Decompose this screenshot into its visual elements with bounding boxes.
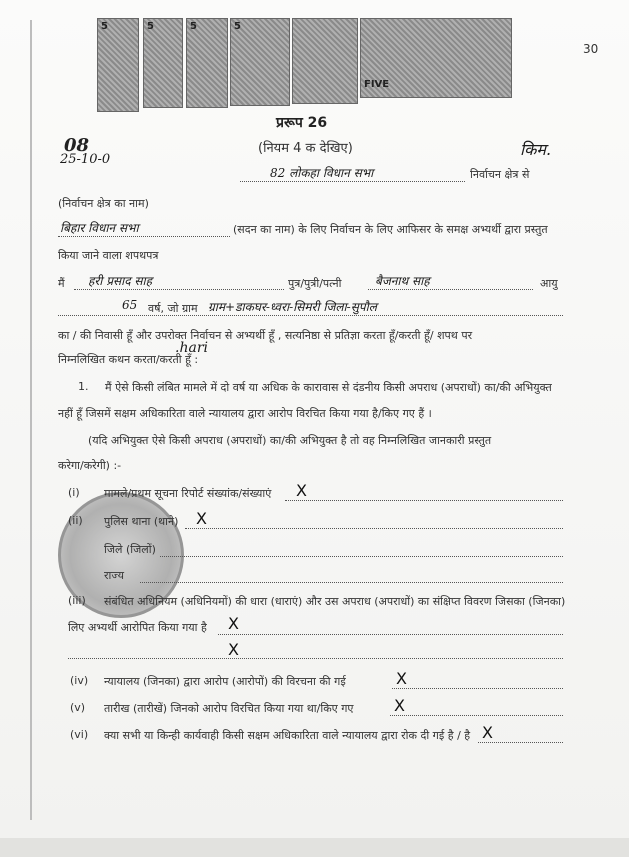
stamp-3: 5	[186, 18, 228, 108]
item-v-value: X	[394, 696, 405, 715]
para1-number: 1.	[78, 380, 89, 393]
item-i-text: मामले/प्रथम सूचना रिपोर्ट संख्यांक/संख्याएं	[104, 487, 272, 500]
age-label: आयु	[540, 277, 558, 290]
stamp-4: 5	[230, 18, 290, 106]
address-value: ग्राम+डाकघर-ध्वरा-सिमरी जिला-सुपौल	[208, 300, 377, 314]
item-iii-underline-2	[68, 658, 563, 659]
item-vi-value: X	[482, 723, 493, 742]
item-district-underline	[160, 556, 563, 557]
item-iv-number: (iv)	[70, 674, 89, 687]
para2-line1: (यदि अभियुक्त ऐसे किसी अपराध (अपराधों) का/की अभियुक्त है तो वह निम्नलिखित जानकारी प्रस्तुत	[88, 434, 492, 447]
rule-reference: (नियम 4 क देखिए)	[258, 141, 353, 156]
handwritten-sign: किम.	[520, 140, 552, 159]
page-number: 30	[583, 42, 599, 56]
item-v-number: (v)	[70, 701, 86, 714]
para2-line2: करेगा/करेगी) :-	[58, 459, 122, 472]
father-underline	[368, 289, 533, 290]
father-value: बैजनाथ साह	[375, 274, 430, 288]
house-value: बिहार विधान सभा	[60, 221, 139, 235]
name-underline	[74, 289, 284, 290]
constituency-underline	[240, 181, 465, 182]
constituency-value: 82 लोकहा विधान सभा	[270, 166, 374, 180]
item-iv-text: न्यायालय (जिनका) द्वारा आरोप (आरोपों) की विरचना की गई	[104, 675, 346, 688]
item-iii-continuation: लिए अभ्यर्थी आरोपित किया गया है	[68, 621, 207, 634]
item-v-text: तारीख (तारीखें) जिनको आरोप विरचित किया गया था/किए गए	[104, 702, 354, 715]
bottom-shadow	[0, 838, 629, 857]
stamp-5	[292, 18, 358, 104]
affidavit-text: किया जाने वाला शपथपत्र	[58, 249, 159, 262]
constituency-label: निर्वाचन क्षेत्र से	[470, 168, 530, 181]
house-underline	[58, 236, 230, 237]
resident-text: का / की निवासी हूँ और उपरोक्त निर्वाचन से अभ्यर्थी हूँ , सत्यनिष्ठा से प्रतिज्ञा करता हूँ/करती हूँ/ शपथ पर	[58, 329, 473, 342]
handwritten-mark: 08	[64, 135, 90, 156]
para1-line2: नहीं हूँ जिसमें सक्षम अधिकारिता वाले न्यायालय द्वारा आरोप विरचित किया गया है/किए गए हैं ।	[58, 407, 432, 420]
item-i-underline	[285, 500, 563, 501]
stamp-6: FIVE	[360, 18, 512, 98]
item-iii-value: X	[228, 614, 239, 633]
i-label: मैं	[58, 277, 65, 290]
item-iii-text: संबंधित अधिनियम (अधिनियमों) की धारा (धाराएं) और उस अपराध (अपराधों) का संक्षिप्त विवरण जिसका (जिनका)	[104, 595, 566, 608]
item-ii-underline	[185, 528, 563, 529]
item-ii-number: (ii)	[68, 514, 83, 527]
stamp-1: 5	[97, 18, 139, 112]
relation-label: पुत्र/पुत्री/पत्नी	[288, 277, 342, 290]
handwritten-date: 25-10-0	[60, 152, 111, 167]
item-ii-text: पुलिस थाना (थाने)	[104, 515, 179, 528]
item-vi-underline	[478, 742, 563, 743]
age-value: 65	[122, 298, 138, 312]
left-margin-line	[30, 20, 32, 820]
house-text: (सदन का नाम) के लिए निर्वाचन के लिए आफिसर के समक्ष अभ्यर्थी द्वारा प्रस्तुत	[233, 223, 548, 236]
stamp-2: 5	[143, 18, 183, 108]
statement-text: निम्नलिखित कथन करता/करती हूँ :	[58, 353, 199, 366]
para1-line1: मैं ऐसे किसी लंबित मामले में दो वर्ष या अधिक के कारावास से दंडनीय किसी अपराध (अपराधों) का/की अभियुक्त	[105, 381, 552, 394]
item-ii-value: X	[196, 509, 207, 528]
address-label: वर्ष, जो ग्राम	[148, 302, 198, 315]
item-iv-value: X	[396, 669, 407, 688]
item-vi-text: क्या सभी या किन्ही कार्यवाही किसी सक्षम अधिकारिता वाले न्यायालय द्वारा रोक दी गई है / है	[104, 729, 471, 742]
item-v-underline	[390, 715, 563, 716]
constituency-name-label: (निर्वाचन क्षेत्र का नाम)	[58, 197, 149, 210]
item-i-number: (i)	[68, 486, 80, 499]
item-state-underline	[140, 582, 563, 583]
candidate-signature: .hari	[175, 340, 208, 356]
item-i-value: X	[296, 481, 307, 500]
item-iv-underline	[392, 688, 563, 689]
item-iii-underline	[218, 634, 563, 635]
item-vi-number: (vi)	[70, 728, 89, 741]
item-district-text: जिले (जिलों)	[104, 543, 156, 556]
name-value: हरी प्रसाद साह	[88, 274, 153, 288]
item-state-text: राज्य	[104, 569, 125, 582]
item-iii-extra-cross: X	[228, 640, 239, 659]
address-underline	[58, 315, 563, 316]
item-iii-number: (iii)	[68, 594, 86, 607]
form-title: प्ररूप 26	[276, 115, 328, 131]
